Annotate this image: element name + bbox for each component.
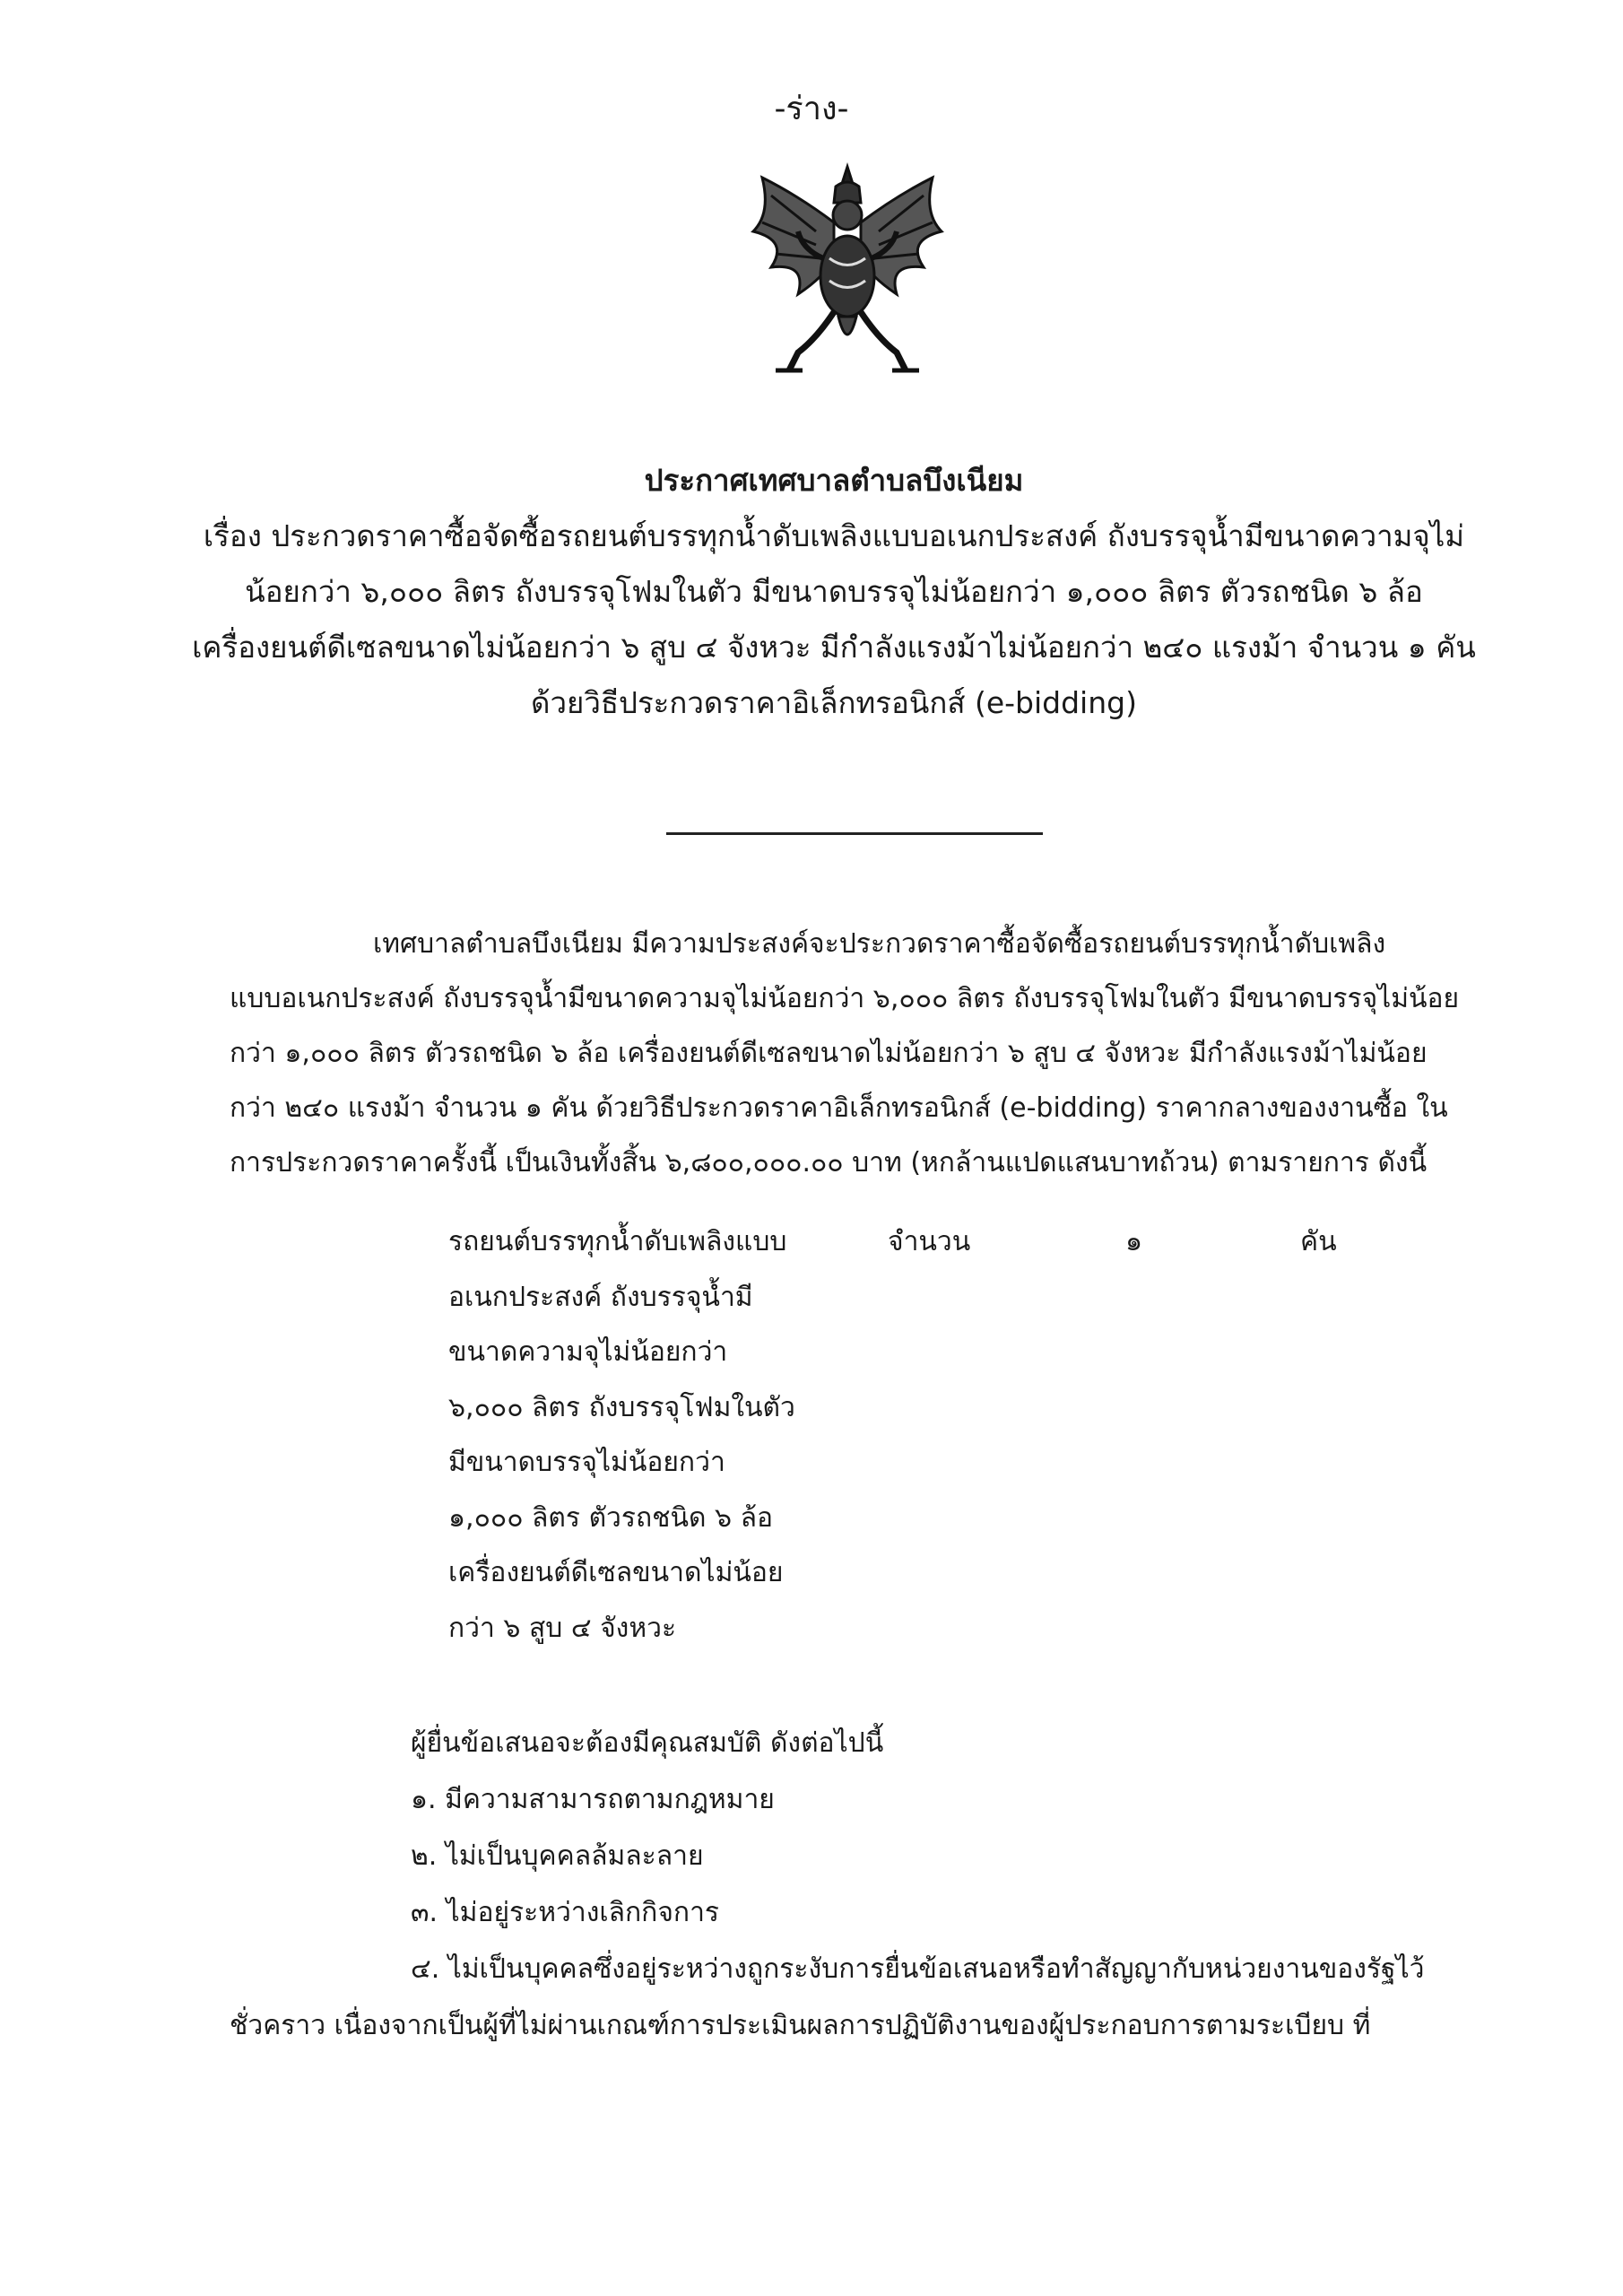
body-line-1: เทศบาลตำบลบึงเนียม มีความประสงค์จะประกวดราคาซื้อจัดซื้อรถยนต์บรรทุกน้ำดับเพลิง <box>373 928 1386 960</box>
item-description <box>448 1214 825 1656</box>
qualification-item-4: ๔. ไม่เป็นบุคคลซึ่งอยู่ระหว่างถูกระงับการยื่นข้อเสนอหรือทำสัญญากับหน่วยงานของรัฐไว้ <box>411 1953 1425 1985</box>
item-description-line: ขนาดความจุไม่น้อยกว่า <box>448 1336 728 1368</box>
item-description-line: ๖,๐๐๐ ลิตร ถังบรรจุโฟมในตัว <box>448 1391 795 1423</box>
qualification-item-4-continued: ชั่วคราว เนื่องจากเป็นผู้ที่ไม่ผ่านเกณฑ์การประเมินผลการปฏิบัติงานของผู้ประกอบการตามระเบียบ ที่ <box>230 2010 1371 2041</box>
item-quantity-value: ๑ <box>1125 1226 1143 1257</box>
heading-subject-line-3: เครื่องยนต์ดีเซลขนาดไม่น้อยกว่า ๖ สูบ ๔ จังหวะ มีกำลังแรงม้าไม่น้อยกว่า ๒๔๐ แรงม้า จำนวน ๑ คัน <box>192 630 1476 665</box>
item-description-line: เครื่องยนต์ดีเซลขนาดไม่น้อย <box>448 1557 784 1588</box>
heading-divider <box>666 832 1043 835</box>
item-description-line: รถยนต์บรรทุกน้ำดับเพลิงแบบ <box>448 1226 787 1257</box>
heading-subject-line-4: ด้วยวิธีประกวดราคาอิเล็กทรอนิกส์ (e-bidding) <box>531 685 1137 720</box>
item-description-line: ๑,๐๐๐ ลิตร ตัวรถชนิด ๖ ล้อ <box>448 1501 774 1534</box>
body-line-3: กว่า ๑,๐๐๐ ลิตร ตัวรถชนิด ๖ ล้อ เครื่องยนต์ดีเซลขนาดไม่น้อยกว่า ๖ สูบ ๔ จังหวะ มีกำลังแรงม้าไม่น้อย <box>230 1038 1428 1069</box>
announcement-heading <box>179 453 1488 731</box>
draft-mark: -ร่าง- <box>774 91 849 127</box>
garuda-emblem-icon <box>735 160 959 384</box>
qualification-item-1: ๑. มีความสามารถตามกฎหมาย <box>411 1784 775 1815</box>
body-line-4: กว่า ๒๔๐ แรงม้า จำนวน ๑ คัน ด้วยวิธีประกวดราคาอิเล็กทรอนิกส์ (e-bidding) ราคากลางของงานซื้อ ใน <box>230 1092 1448 1124</box>
item-description-line: อเนกประสงค์ ถังบรรจุน้ำมี <box>448 1281 753 1313</box>
item-quantity-label: จำนวน <box>888 1226 971 1257</box>
announcement-body <box>230 917 1476 1190</box>
body-line-2: แบบอเนกประสงค์ ถังบรรจุน้ำมีขนาดความจุไม่น้อยกว่า ๖,๐๐๐ ลิตร ถังบรรจุโฟมในตัว มีขนาดบรรจุไม่น้อย <box>230 983 1460 1014</box>
qualification-item-3: ๓. ไม่อยู่ระหว่างเลิกกิจการ <box>411 1897 720 1928</box>
qualification-item-2: ๒. ไม่เป็นบุคคลล้มละลาย <box>411 1840 704 1872</box>
qualifications-intro: ผู้ยื่นข้อเสนอจะต้องมีคุณสมบัติ ดังต่อไปนี้ <box>411 1727 884 1759</box>
item-description-line: มีขนาดบรรจุไม่น้อยกว่า <box>448 1447 725 1478</box>
heading-title: ประกาศเทศบาลตำบลบึงเนียม <box>644 463 1024 498</box>
item-description-line: กว่า ๖ สูบ ๔ จังหวะ <box>448 1612 677 1644</box>
qualifications-section <box>230 1715 1476 2054</box>
heading-subject-line-1: เรื่อง ประกวดราคาซื้อจัดซื้อรถยนต์บรรทุกน้ำดับเพลิงแบบอเนกประสงค์ ถังบรรจุน้ำมีขนาดความจุไม่ <box>203 518 1465 553</box>
body-line-5: การประกวดราคาครั้งนี้ เป็นเงินทั้งสิ้น ๖,๘๐๐,๐๐๐.๐๐ บาท (หกล้านแปดแสนบาทถ้วน) ตามรายการ ดังนี้ <box>230 1147 1428 1178</box>
item-quantity-unit: คัน <box>1300 1226 1337 1257</box>
heading-subject-line-2: น้อยกว่า ๖,๐๐๐ ลิตร ถังบรรจุโฟมในตัว มีขนาดบรรจุไม่น้อยกว่า ๑,๐๐๐ ลิตร ตัวรถชนิด ๖ ล้อ <box>245 574 1423 609</box>
